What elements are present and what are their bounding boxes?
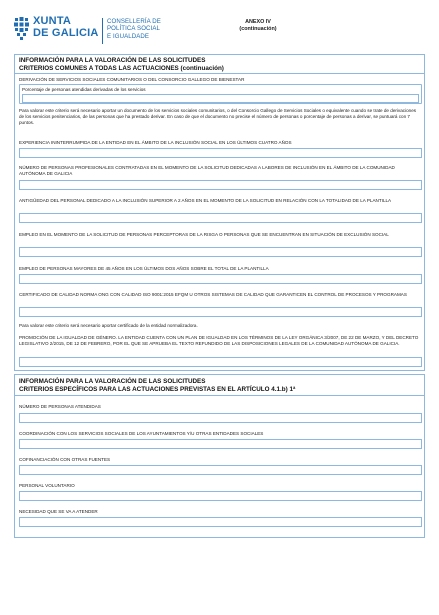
attended-label: NÚMERO DE PERSONAS ATENDIDAS xyxy=(19,404,101,409)
volunteer-field[interactable] xyxy=(19,491,422,501)
need-field[interactable] xyxy=(19,517,422,527)
logo-text xyxy=(33,16,99,39)
common-criteria-section xyxy=(14,54,425,371)
over45-label: EMPLEO DE PERSONAS MAYORES DE 45 AÑOS EN LOS ÚLTIMOS DOS AÑOS SOBRE EL TOTAL DE LA PLANTILLA xyxy=(19,266,269,271)
section1-title-divider xyxy=(15,73,424,74)
derivation-percentage-box xyxy=(19,84,422,104)
coordination-label: COORDINACIÓN CON LOS SERVICIOS SOCIALES DE LOS AYUNTAMIENTOS Y/U OTRAS ENTIDADES SOCIALES xyxy=(19,431,264,436)
derivation-note: Para valorar este criterio será necesario aportar un documento de los servicios sociales comunitarios, o del Consorcio Gallego de Servicios Sociales o equivalente cuando se trate de derivaciones de los servicios penitenciarios, de las personas que ha prestado derivar. En caso de que el documento no precise el número de personas o porcentaje de personas a derivar, se puntuará con 7 puntos. xyxy=(19,108,417,126)
experience-label: EXPERIENCIA ININTERRUMPIDA DE LA ENTIDAD EN EL ÁMBITO DE LA INCLUSIÓN SOCIAL EN LOS ÚLTIMOS CUATRO AÑOS xyxy=(19,140,292,145)
derivation-label: DERIVACIÓN DE SERVICIOS SOCIALES COMUNITARIOS O DEL CONSORCIO GALLEGO DE BIENESTAR xyxy=(19,77,245,82)
cofinancing-field[interactable] xyxy=(19,465,422,475)
section1-title-line1: INFORMACIÓN PARA LA VALORACIÓN DE LAS SOLICITUDES xyxy=(19,57,206,64)
quality-field[interactable] xyxy=(19,307,422,317)
section1-title-line2: CRITERIOS COMUNES A TODAS LAS ACTUACIONES (continuación) xyxy=(19,64,224,72)
equality-field[interactable] xyxy=(19,357,422,367)
percentage-label: Porcentaje de personas atendidas derivadas de los servicios xyxy=(22,87,146,92)
logo-line-1: XUNTA xyxy=(33,15,72,27)
dept-line-3: E IGUALDADE xyxy=(107,32,150,40)
volunteer-label: PERSONAL VOLUNTARIO xyxy=(19,483,75,488)
employment-label: EMPLEO EN EL MOMENTO DE LA SOLICITUD DE PERSONAS PERCEPTORAS DE LA RISGA O PERSONAS QUE SE ENCUENTRAN EN SITUACIÓN DE EXCLUSIÓN SOCIAL xyxy=(19,232,389,237)
coordination-field[interactable] xyxy=(19,439,422,449)
specific-criteria-section xyxy=(14,374,425,538)
seniority-label: ANTIGÜEDAD DEL PERSONAL DEDICADO A LA INCLUSIÓN SUPERIOR A 2 AÑOS EN EL MOMENTO DE LA SOLICITUD EN RELACIÓN CON LA TOTALIDAD DE LA PLANTILLA xyxy=(19,198,392,203)
annex-title xyxy=(228,19,288,33)
over45-field[interactable] xyxy=(19,274,422,284)
annex-continuation: (continuación) xyxy=(239,26,277,32)
employment-field[interactable] xyxy=(19,247,422,257)
need-label: NECESIDAD QUE SE VA A ATENDER xyxy=(19,509,98,514)
department-name xyxy=(107,18,161,40)
section2-title-line1: INFORMACIÓN PARA LA VALORACIÓN DE LAS SOLICITUDES xyxy=(19,378,206,385)
equality-label: PROMOCIÓN DE LA IGUALDAD DE GÉNERO. LA ENTIDAD CUENTA CON UN PLAN DE IGUALDAD EN LOS TÉRMINOS DE LA LEY ORGÁNICA 3/2007, DE 22 DE MARZO, Y DEL DECRETO LEGISLATIVO 2/2015, DE 12 DE FEBRERO, POR EL QUE SE APRUEBA EL TEXTO REFUNDIDO DE LAS DISPOSICIONES LEGALES DE LA COMUNIDAD AUTÓNOMA DE GALICIA. xyxy=(19,335,419,347)
galicia-emblem-icon xyxy=(14,17,29,43)
derivation-percentage-field[interactable] xyxy=(22,94,419,103)
seniority-field[interactable] xyxy=(19,213,422,223)
professionals-label: NÚMERO DE PERSONAS PROFESIONALES CONTRATADAS EN EL MOMENTO DE LA SOLICITUD DEDICADAS A LABORES DE INCLUSIÓN EN EL ÁMBITO DE LA COMUNIDAD AUTÓNOMA DE GALICIA xyxy=(19,165,395,177)
dept-line-1: CONSELLERÍA DE xyxy=(107,18,161,25)
header-divider xyxy=(102,18,103,44)
professionals-field[interactable] xyxy=(19,180,422,190)
section2-title-line2: CRITERIOS ESPECÍFICOS PARA LAS ACTUACIONES PREVISTAS EN EL ARTÍCULO 4.1.b) 1ª xyxy=(19,385,296,393)
annex-label: ANEXO IV xyxy=(245,19,271,25)
cofinancing-label: COFINANCIACIÓN CON OTRAS FUENTES xyxy=(19,457,111,462)
document-header xyxy=(14,15,425,47)
quality-note: Para valorar este criterio será necesario aportar certificado de la entidad normalizadora. xyxy=(19,323,198,328)
quality-label: CERTIFICADO DE CALIDAD NORMA ONG CON CALIDAD ISO 9001:2015 EFQM U OTROS SISTEMAS DE CALIDAD QUE GARANTICEN EL CONTROL DE PROCESOS Y PROGRAMAS xyxy=(19,292,407,297)
attended-field[interactable] xyxy=(19,413,422,423)
xunta-logo xyxy=(14,15,100,45)
logo-line-2: DE GALICIA xyxy=(33,26,99,39)
dept-line-2: POLÍTICA SOCIAL xyxy=(107,25,160,33)
section2-title-divider xyxy=(15,395,424,396)
experience-field[interactable] xyxy=(19,148,422,158)
